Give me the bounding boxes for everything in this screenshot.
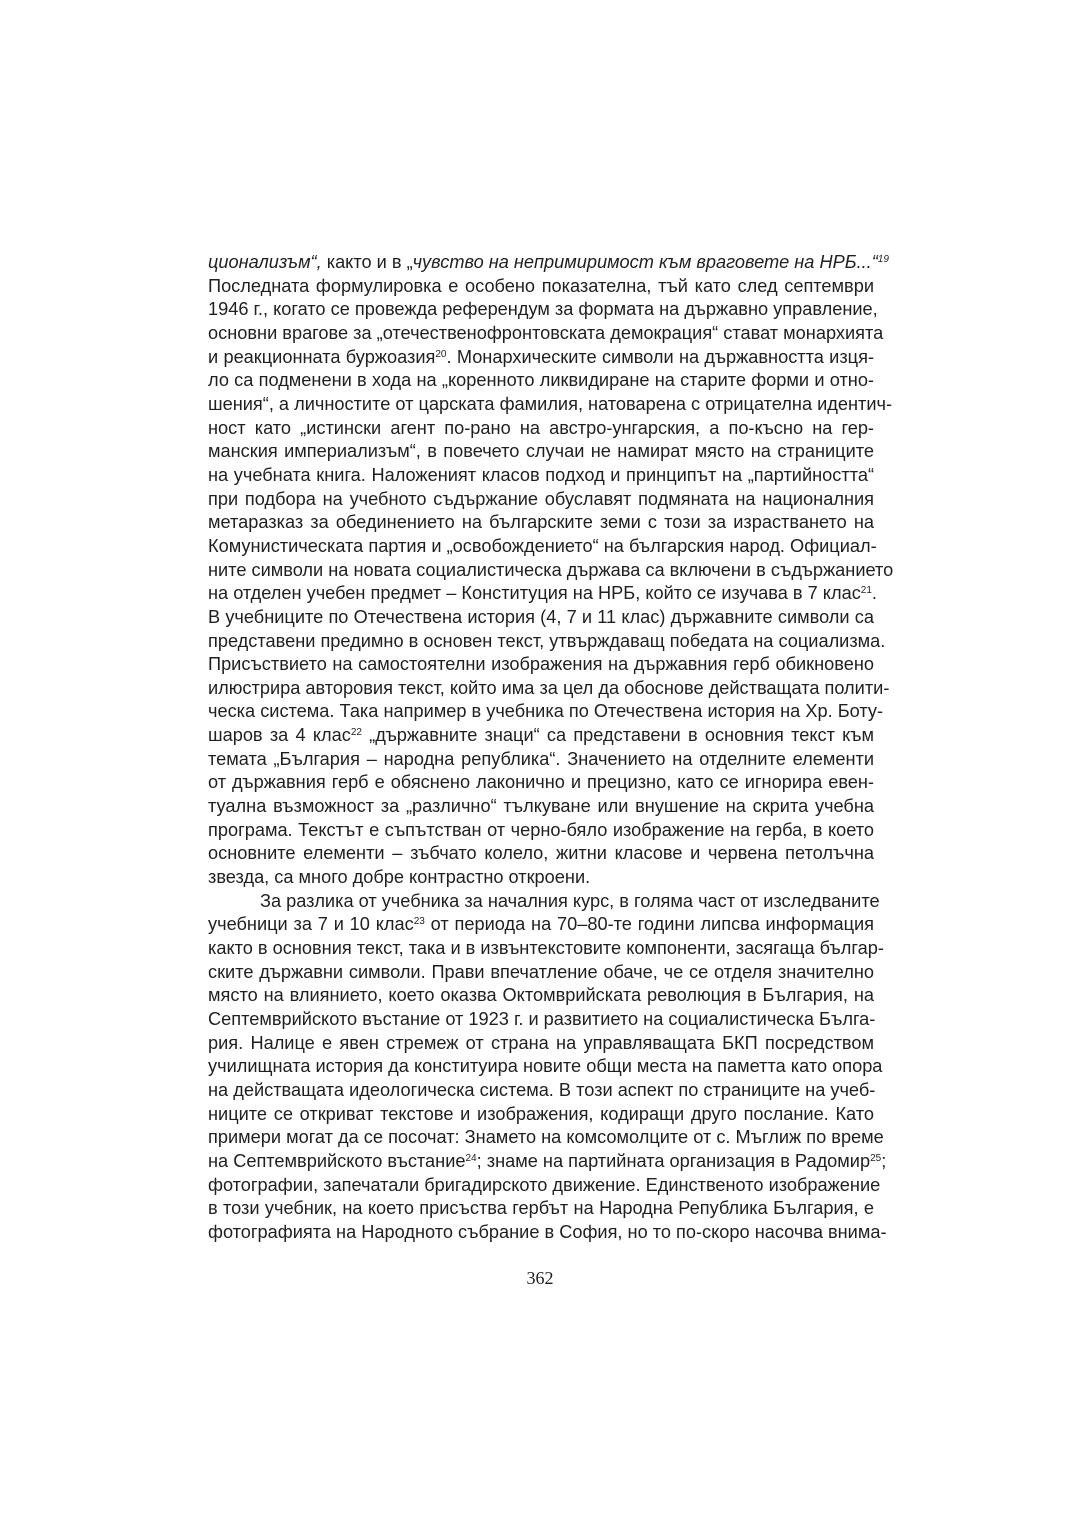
text-segment: от държавния герб е обяснено лаконично и прецизно, като се игнорира евен-: [208, 772, 874, 793]
text-line: [208, 1032, 874, 1056]
text-segment: както в основния текст, така и в извънтекстовите компоненти, засягаща българ-: [208, 938, 884, 959]
text-line: [208, 582, 877, 606]
text-segment: чувство на непримиримост към враговете на НРБ...: [412, 252, 872, 272]
text-segment: на учебната книга. Наложеният класов подход и принципът на „партийността“: [208, 464, 874, 485]
text-line: [208, 606, 874, 630]
text-segment: място на влиянието, което оказва Октомврийската революция в България, на: [208, 985, 874, 1006]
text-segment: ност като „истински агент по-рано на австро-унгарския, а по-късно на гер-: [208, 417, 874, 438]
text-line: [208, 298, 878, 322]
text-line: [208, 511, 874, 535]
text-segment: 1946 г., когато се провежда референдум за формата на държавно управление,: [208, 299, 878, 320]
text-segment: ските държавни символи. Прави впечатление обаче, че се отделя значително: [208, 961, 874, 982]
footnote-ref: 24: [465, 1152, 477, 1164]
text-line: [208, 346, 874, 370]
text-segment: “: [871, 252, 878, 272]
text-segment: при подбора на учебното съдържание обуславят подмяната на националния: [208, 488, 874, 509]
text-segment: метаразказ за обединението на българските земи с този за израстването на: [208, 512, 874, 533]
text-segment: . Монархическите символи на държавността изця-: [446, 346, 874, 367]
text-segment: манския империализъм“, в повечето случаи не намират място на страниците: [208, 441, 874, 462]
text-line: [208, 653, 874, 677]
text-line: [208, 724, 874, 748]
text-segment: „държавните знаци“ са представени в основния текст към: [361, 725, 875, 746]
text-segment: ниците се откриват текстове и изображения, кодиращи друго послание. Като: [208, 1103, 874, 1124]
text-segment: В учебниците по Отечествена история (4, 7 и 11 клас) държавните символи са: [208, 606, 874, 627]
text-line: [208, 842, 874, 866]
text-segment: в този учебник, на което присъства гербът на Народна Република България, е: [208, 1198, 874, 1219]
text-line: [208, 1197, 874, 1221]
text-segment: ло са подменени в хода на „коренното ликвидиране на старите форми и отно-: [208, 370, 874, 391]
text-line: [208, 1055, 883, 1079]
footnote-ref: 23: [413, 916, 425, 928]
text-line: [208, 819, 874, 843]
text-line: [208, 890, 880, 914]
text-segment: туална възможност за „различно“ тълкуване или внушение на скрита учебна: [208, 796, 874, 817]
text-line: [208, 961, 874, 985]
text-segment: от периода на 70–80-те години липсва информация: [424, 914, 874, 935]
text-segment: илюстрира авторовия текст, който има за цел да обоснове действащата полити-: [208, 677, 890, 698]
text-segment: основните елементи – зъбчато колело, житни класове и червена петолъчна: [208, 843, 874, 864]
text-segment: .: [871, 583, 877, 604]
footnote-ref: 21: [860, 585, 872, 597]
text-line: [208, 488, 874, 512]
footnote-ref: 25: [870, 1152, 882, 1164]
text-segment: Комунистическата партия и „освобождението“ на българския народ. Официал-: [208, 535, 877, 556]
text-line: [208, 630, 886, 654]
text-segment: основни врагове за „отечественофронтовската демокрация“ стават монархията: [208, 322, 884, 343]
text-segment: ческа система. Така например в учебника по Отечествена история на Хр. Боту-: [208, 701, 884, 722]
text-segment: на Септемврийското въстание: [208, 1150, 466, 1171]
footnote-ref: 22: [350, 727, 362, 739]
text-segment: Септемврийското въстание от 1923 г. и развитието на социалистическа Бълга-: [208, 1009, 876, 1029]
text-segment: на отделен учебен предмет – Конституция на НРБ, който се изучава в 7 клас: [208, 583, 861, 604]
text-segment: фотографии, запечатали бригадирското движение. Единственото изображение: [208, 1174, 881, 1195]
text-line: [208, 275, 874, 299]
text-segment: както и в „: [321, 252, 413, 272]
text-segment: на действащата идеологическа система. В този аспект по страниците на учеб-: [208, 1079, 876, 1100]
text-line: [208, 748, 874, 772]
text-segment: училищната история да конституира новите общи места на паметта като опора: [208, 1056, 883, 1077]
text-segment: темата „България – народна република“. Значението на отделните елементи: [208, 748, 874, 769]
text-line: [208, 1174, 881, 1198]
text-line: [208, 464, 874, 488]
text-line: [208, 913, 874, 937]
text-line: [208, 771, 874, 795]
footnote-ref: 20: [435, 348, 447, 360]
text-segment: звезда, са много добре контрастно откроени.: [208, 867, 591, 888]
text-segment: ; знаме на партийната организация в Радомир: [476, 1150, 871, 1171]
text-segment: За разлика от учебника за началния курс, в голяма част от изследваните: [260, 890, 880, 911]
text-line: [208, 393, 893, 417]
text-segment: Присъствието на самостоятелни изображения на държавния герб обикновено: [208, 654, 874, 675]
paragraph-2: [208, 890, 887, 1245]
footnote-ref: 19: [877, 254, 889, 265]
text-segment: шения“, а личностите от царската фамилия, натоварена с отрицателна идентич-: [208, 393, 893, 414]
text-line: [208, 795, 874, 819]
text-segment: ционализъм“,: [208, 252, 322, 272]
body-text: [208, 251, 894, 1245]
text-segment: програма. Текстът е съпътстван от черно-бяло изображение на герба, в което: [208, 819, 874, 840]
text-line: [208, 251, 889, 275]
text-line: [208, 700, 884, 724]
paragraph-1: [208, 251, 894, 890]
text-line: [208, 1126, 884, 1150]
text-segment: представени предимно в основен текст, утвърждаващ победата на социализма.: [208, 630, 886, 651]
text-segment: фотографията на Народното събрание в София, но то по-скоро насочва внима-: [208, 1221, 887, 1242]
text-line: [208, 866, 874, 890]
text-line: [208, 1008, 874, 1032]
page-number: 362: [526, 1268, 554, 1288]
text-line: [208, 535, 877, 559]
text-line: [208, 369, 874, 393]
text-line: [208, 677, 890, 701]
text-line: [208, 1150, 887, 1174]
text-line: [208, 1079, 874, 1103]
text-line: [208, 937, 884, 961]
text-line: [208, 322, 884, 346]
text-line: [208, 559, 894, 583]
text-line: [208, 1103, 874, 1127]
text-line: [208, 417, 874, 441]
text-segment: ните символи на новата социалистическа държава са включени в съдържанието: [208, 559, 894, 580]
text-line: [208, 440, 874, 464]
text-segment: примери могат да се посочат: Знамето на комсомолците от с. Мъглиж по време: [208, 1127, 884, 1148]
text-line: [208, 984, 874, 1008]
text-segment: Последната формулировка е особено показателна, тъй като след септември: [208, 275, 874, 296]
text-line: [208, 1221, 887, 1245]
text-segment: ;: [881, 1150, 887, 1171]
text-segment: рия. Налице е явен стремеж от страна на управляващата БКП посредством: [208, 1032, 874, 1053]
text-segment: шаров за 4 клас: [208, 725, 351, 746]
text-segment: и реакционната буржоазия: [208, 346, 436, 367]
text-segment: учебници за 7 и 10 клас: [208, 914, 414, 935]
